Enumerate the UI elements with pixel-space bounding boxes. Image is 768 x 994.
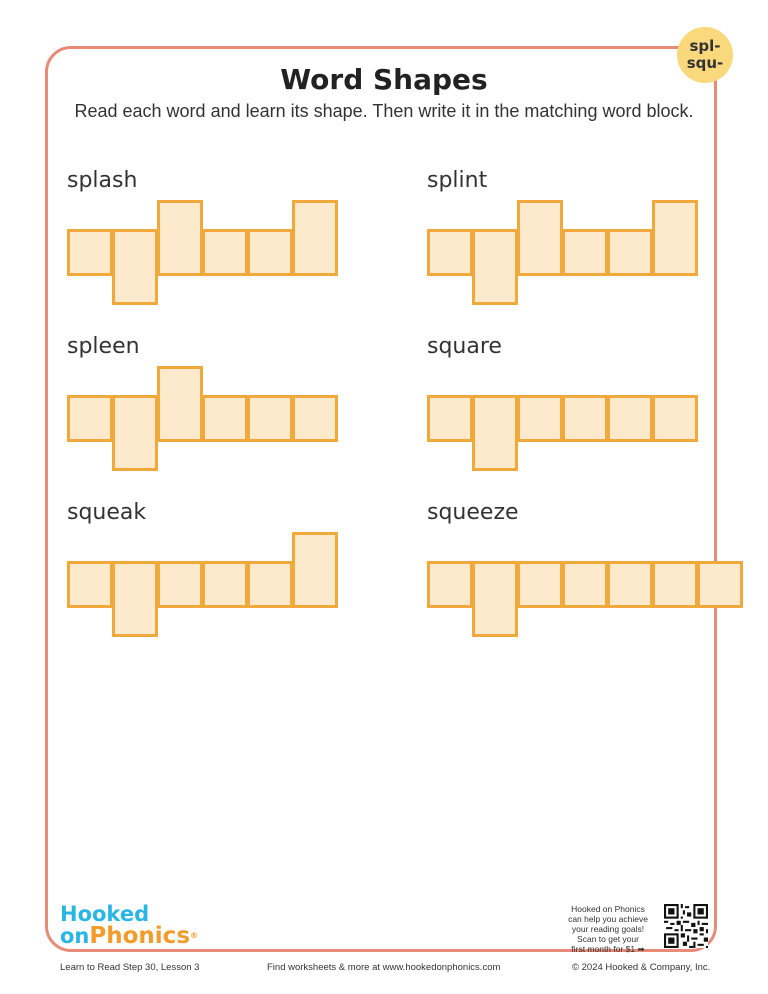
- letter-box[interactable]: [562, 561, 608, 608]
- letter-box[interactable]: [652, 395, 698, 442]
- letter-box[interactable]: [112, 229, 158, 305]
- letter-box[interactable]: [652, 561, 698, 608]
- letter-box[interactable]: [112, 395, 158, 471]
- qr-code-icon[interactable]: [664, 904, 708, 948]
- badge-line-1: spl-: [689, 37, 721, 55]
- promo-line: Scan to get your: [577, 934, 639, 944]
- promo-line: first month for $1 ➡: [571, 944, 645, 954]
- promo-line: Hooked on Phonics: [571, 904, 645, 914]
- word-label-square: square: [427, 334, 502, 359]
- letter-box[interactable]: [562, 395, 608, 442]
- letter-box[interactable]: [157, 200, 203, 276]
- letter-box[interactable]: [472, 561, 518, 637]
- page-title: Word Shapes: [280, 63, 488, 96]
- word-label-splint: splint: [427, 168, 488, 193]
- letter-box[interactable]: [607, 395, 653, 442]
- letter-box[interactable]: [472, 229, 518, 305]
- promo-text: [560, 904, 656, 954]
- word-label-squeeze: squeeze: [427, 500, 519, 525]
- letter-box[interactable]: [427, 561, 473, 608]
- letter-box[interactable]: [157, 366, 203, 442]
- letter-box[interactable]: [652, 200, 698, 276]
- letter-box[interactable]: [517, 395, 563, 442]
- instructions: Read each word and learn its shape. Then write it in the matching word block.: [74, 101, 694, 121]
- footer-website[interactable]: Find worksheets & more at www.hookedonphonics.com: [267, 962, 501, 973]
- letter-box[interactable]: [157, 561, 203, 608]
- logo-registered-mark: ®: [190, 931, 199, 940]
- promo-line: can help you achieve: [568, 914, 648, 924]
- letter-box[interactable]: [112, 561, 158, 637]
- letter-box[interactable]: [427, 229, 473, 276]
- letter-box[interactable]: [202, 561, 248, 608]
- promo-line: your reading goals!: [571, 924, 645, 934]
- letter-box[interactable]: [202, 229, 248, 276]
- letter-box[interactable]: [292, 532, 338, 608]
- letter-box[interactable]: [67, 395, 113, 442]
- letter-box[interactable]: [607, 229, 653, 276]
- logo-line-2b: Phonics: [89, 923, 191, 949]
- page-frame: [45, 46, 717, 952]
- letter-box[interactable]: [247, 229, 293, 276]
- letter-box[interactable]: [247, 395, 293, 442]
- letter-box[interactable]: [292, 200, 338, 276]
- letter-box[interactable]: [67, 561, 113, 608]
- letter-box[interactable]: [472, 395, 518, 471]
- word-label-spleen: spleen: [67, 334, 140, 359]
- letter-box[interactable]: [427, 395, 473, 442]
- footer-lesson: Learn to Read Step 30, Lesson 3: [60, 962, 200, 973]
- footer-copyright: © 2024 Hooked & Company, Inc.: [572, 962, 711, 973]
- letter-box[interactable]: [697, 561, 743, 608]
- logo-line-1: Hooked: [60, 902, 150, 926]
- letter-box[interactable]: [517, 200, 563, 276]
- logo-line-2a: on: [60, 924, 90, 948]
- letter-box[interactable]: [607, 561, 653, 608]
- letter-box[interactable]: [517, 561, 563, 608]
- letter-box[interactable]: [247, 561, 293, 608]
- word-label-splash: splash: [67, 168, 138, 193]
- letter-box[interactable]: [202, 395, 248, 442]
- letter-box[interactable]: [562, 229, 608, 276]
- letter-box[interactable]: [292, 395, 338, 442]
- word-label-squeak: squeak: [67, 500, 147, 525]
- letter-box[interactable]: [67, 229, 113, 276]
- badge-line-2: squ-: [686, 54, 724, 72]
- hooked-on-phonics-logo: [60, 903, 198, 949]
